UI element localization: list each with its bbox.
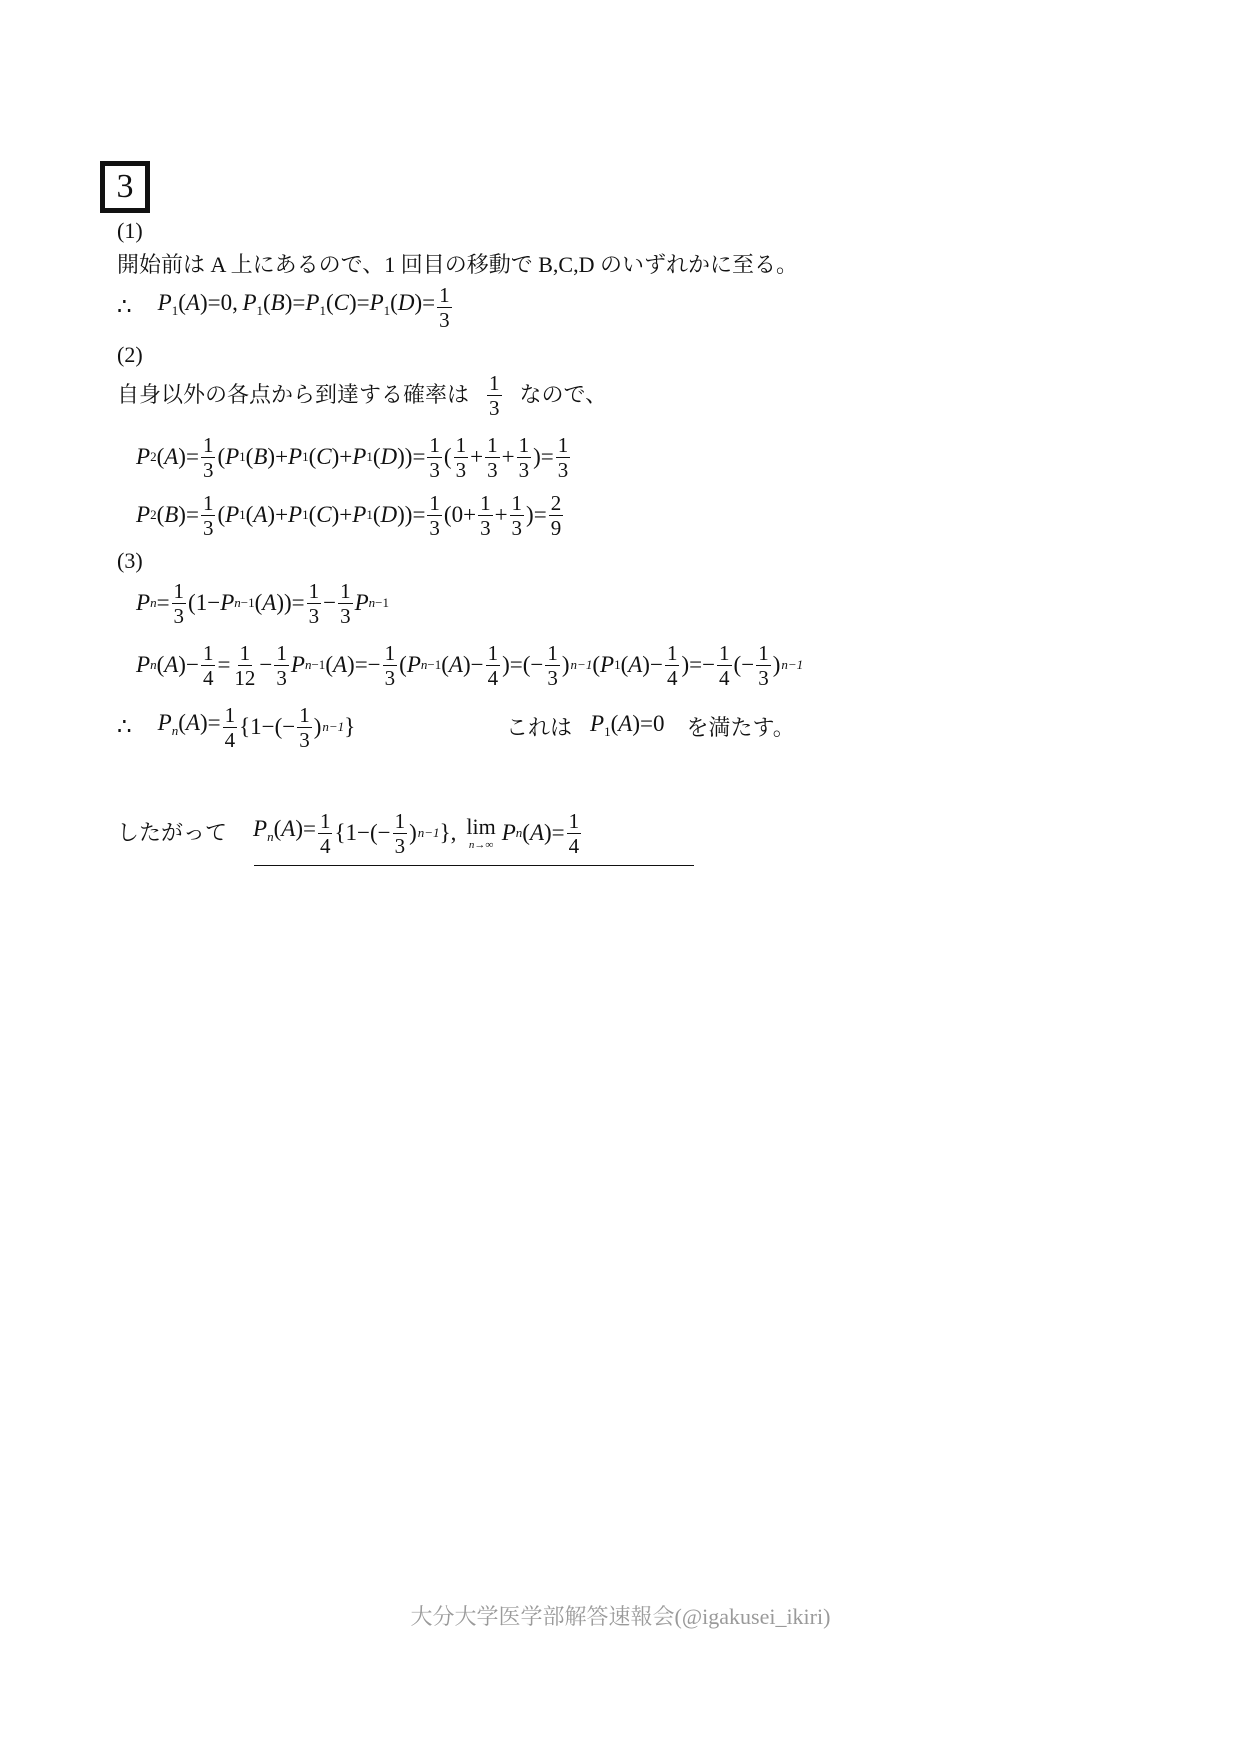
initial-condition-check: これは $P_1(A)=0$ を満たす。 — [506, 711, 795, 740]
part-1-result: ∴ $P_1(A)=0$, $P_1(B)=P_1(C)=P_1(D)=$ $\frac{1}{3}$ — [117, 282, 450, 332]
answer-underline — [254, 865, 694, 866]
conclusion: したがって $P_n(A)=$ $\frac{1}{4}$ {1−(− 1 3 ) n−1 } , lim n→∞ P n ( A )= 1 4 — [117, 808, 580, 858]
therefore-symbol: ∴ — [117, 294, 132, 319]
limit-operator: lim n→∞ — [466, 814, 496, 851]
part-2-label: (2) — [117, 342, 143, 367]
part-1-sentence: 開始前は A 上にあるので、1 回目の移動で B,C,D のいずれかに至る。 — [117, 252, 798, 277]
part-1-label: (1) — [117, 218, 143, 243]
equation-transform: P n ( A )− 1 4 = 1 12 − 1 3 P n−1 ( A )=− 1 3 ( P n−1 ( A )− 1 4 )=(− 1 3 ) n−1 ( P 1 ( A )− 1 4 )=− 1 4 (− 1 3 ) n−1 — [136, 640, 804, 690]
footer-credit: 大分大学医学部解答速報会(@igakusei_ikiri) — [410, 1604, 831, 1629]
part-2-sentence: 自身以外の各点から到達する確率は 1 3 なので、 — [117, 370, 608, 420]
equation-recurrence: P n = 1 3 (1− P n−1 ( A ))= 1 3 − 1 3 P n−1 — [136, 578, 390, 628]
equation-p2-a: P 2 ( A )= 1 3 ( P 1 ( B )+ P 1 ( C )+ P 1 ( D ))= 1 3 ( 1 3 + 1 3 + 1 3 )= 1 3 — [136, 432, 569, 482]
question-number-box: 3 — [100, 161, 150, 213]
part-3-label: (3) — [117, 548, 143, 573]
equation-p2-b: P 2 ( B )= 1 3 ( P 1 ( A )+ P 1 ( C )+ P 1 ( D ))= 1 3 (0+ 1 3 + 1 3 )= 2 9 — [136, 490, 562, 540]
part-3-result: ∴ $P_n(A)=$ $\frac{1}{4}$ {1−(− 1 3 ) n−1 } — [117, 702, 356, 752]
